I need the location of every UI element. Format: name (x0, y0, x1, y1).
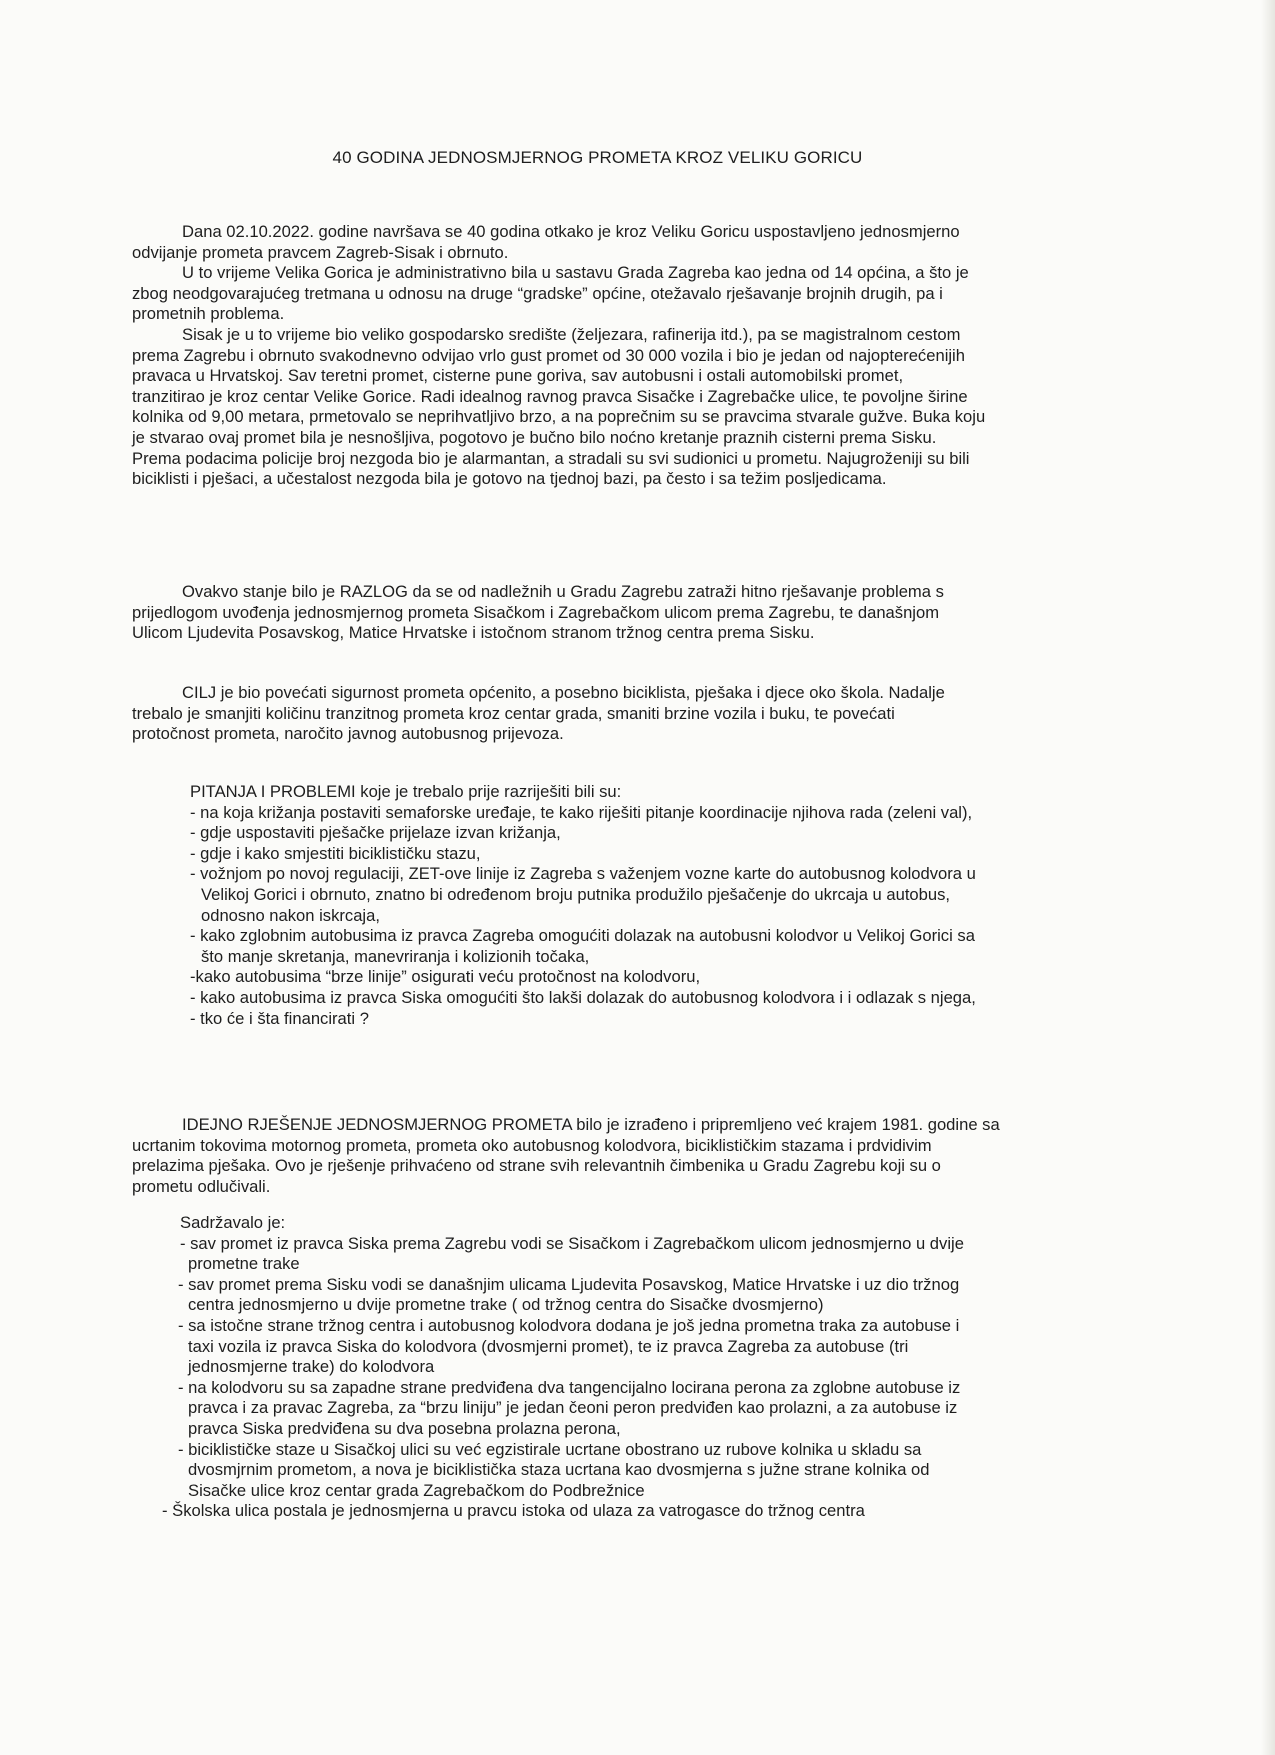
list-item: - sav promet prema Sisku vodi se današnjim ulicama Ljudevita Posavskog, Matice Hrvatske i uz dio tržnog (178, 1274, 960, 1294)
text-line: Sisak je u to vrijeme bio veliko gospodarsko središte (željezara, rafinerija itd.), pa se magistralnom cestom (182, 324, 961, 344)
text-line: Dana 02.10.2022. godine navršava se 40 godina otkako je kroz Veliku Goricu uspostavljeno jednosmjerno (182, 222, 960, 241)
paragraph-reason (132, 582, 944, 644)
list-item: - sa istočne strane tržnog centra i autobusnog kolodvora dodana je još jedna prometna traka za autobuse i (178, 1315, 960, 1335)
text-line: pravaca u Hrvatskoj. Sav teretni promet, cisterne pune goriva, sav autobusni i ostali automobilski promet, (132, 366, 904, 386)
text-line: zbog neodgovarajućeg tretmana u odnosu na druge “gradske” općine, otežavalo rješavanje brojnih drugih, pa i (132, 283, 943, 303)
list-item: - kako zglobnim autobusima iz pravca Zagreba omogućiti dolazak na autobusni kolodvor u Velikoj Gorici sa (190, 926, 975, 946)
list-item-continuation: centra jednosmjerno u dvije prometne trake ( od tržnog centra do Sisačke dvosmjerno) (188, 1295, 824, 1315)
text-line: Ulicom Ljudevita Posavskog, Matice Hrvatske i istočnom stranom tržnog centra prema Sisku. (132, 623, 815, 643)
list-item-continuation: pravca Siska predviđena su dva posebna prolazna perona, (188, 1418, 621, 1438)
text-line: odvijanje prometa pravcem Zagreb-Sisak i obrnuto. (132, 242, 509, 262)
list-item-continuation: pravca i za pravac Zagreba, za “brzu liniju” je jedan čeoni peron predviđen kao prolazni, a za autobuse iz (188, 1398, 958, 1418)
document-title: 40 GODINA JEDNOSMJERNOG PROMETA KROZ VELIKU GORICU (332, 148, 863, 167)
list-item: -kako autobusima “brze linije” osigurati veću protočnost na kolodvoru, (190, 967, 701, 987)
list-item-continuation: Sisačke ulice kroz centar grada Zagrebačkom do Podbrežnice (188, 1480, 645, 1500)
text-line: tranzitirao je kroz centar Velike Gorice. Radi idealnog ravnog pravca Sisačke i Zagrebačke ulice, te povoljne širine (132, 386, 968, 406)
solution-contents-list (162, 1213, 964, 1522)
text-line: prema Zagrebu i obrnuto svakodnevno odvijao vrlo gust promet od 30 000 vozila i bio je jedan od najopterećenijih (132, 345, 965, 365)
list-item: - tko će i šta financirati ? (190, 1008, 369, 1028)
text-line: prijedlogom uvođenja jednosmjernog prometa Sisačkom i Zagrebačkom ulicom prema Zagrebu, te današnjom (132, 602, 940, 622)
paragraph-questions (190, 782, 976, 1029)
text-line: PITANJA I PROBLEMI koje je trebalo prije razriješiti bili su: (190, 782, 622, 801)
list-item: - gdje uspostaviti pješačke prijelaze izvan križanja, (190, 823, 561, 843)
list-item: - kako autobusima iz pravca Siska omogućiti što lakši dolazak do autobusnog kolodvora i i odlazak s njega, (190, 987, 976, 1007)
list-item: - sav promet iz pravca Siska prema Zagrebu vodi se Sisačkom i Zagrebačkom ulicom jednosmjerno u dvije (180, 1233, 964, 1253)
list-item-continuation: prometne trake (188, 1254, 300, 1274)
text-line: je stvarao ovaj promet bila je nesnošljiva, pogotovo je bučno bilo noćno kretanje praznih cisterni prema Sisku. (132, 427, 937, 447)
list-item-continuation: jednosmjerne trake) do kolodvora (188, 1357, 435, 1377)
text-line: CILJ je bio povećati sigurnost prometa općenito, a posebno biciklista, pješaka i djece oko škola. Nadalje (182, 683, 945, 702)
text-line: kolnika od 9,00 metara, prmetovalo se neprihvatljivo brzo, a na poprečnim su se pravcima stvarale gužve. Buka koju (132, 407, 986, 427)
list-item: - Školska ulica postala je jednosmjerna u pravcu istoka od ulaza za vatrogasce do tržnog centra (162, 1501, 865, 1521)
list-item: - na kolodvoru su sa zapadne strane predviđena dva tangencijalno locirana perona za zglobne autobuse iz (178, 1377, 961, 1397)
text-line: Sadržavalo je: (180, 1213, 286, 1232)
list-item: - na koja križanja postaviti semaforske uređaje, te kako riješiti pitanje koordinacije njihova rada (zeleni val), (190, 802, 973, 822)
paragraph-intro (132, 222, 985, 490)
text-line: prelazima pješaka. Ovo je rješenje prihvaćeno od strane svih relevantnih čimbenika u Gradu Zagrebu koji su o (132, 1156, 941, 1176)
paragraph-solution (132, 1115, 1000, 1197)
text-line: IDEJNO RJEŠENJE JEDNOSMJERNOG PROMETA bilo je izrađeno i pripremljeno već krajem 1981. godine sa (182, 1115, 1000, 1134)
text-line: protočnost prometa, naročito javnog autobusnog prijevoza. (132, 724, 564, 744)
text-line: U to vrijeme Velika Gorica je administrativno bila u sastavu Grada Zagreba kao jedna od 14 općina, a što je (182, 263, 969, 283)
text-line: prometnih problema. (132, 304, 285, 324)
list-item-continuation: odnosno nakon iskrcaja, (201, 905, 380, 925)
page-edge-shadow (1261, 0, 1275, 1755)
list-item: - vožnjom po novoj regulaciji, ZET-ove linije iz Zagreba s važenjem vozne karte do autobusnog kolodvora u (190, 864, 976, 884)
list-item-continuation: Velikoj Gorici i obrnuto, znatno bi određenom broju putnika produžilo pješačenje do ukrcaja u autobus, (201, 884, 951, 904)
text-line: biciklisti i pješaci, a učestalost nezgoda bila je gotovo na tjednoj bazi, pa često i sa težim posljedicama. (132, 469, 887, 489)
text-line: prometu odlučivali. (132, 1176, 271, 1196)
paragraph-goal (132, 683, 945, 745)
list-item-continuation: dvosmjrnim prometom, a nova je biciklistička staza ucrtana kao dvosmjerna s južne strane kolnika od (188, 1460, 930, 1480)
list-item: - gdje i kako smjestiti biciklističku stazu, (190, 843, 481, 863)
text-line: Prema podacima policije broj nezgoda bio je alarmantan, a stradali su svi sudionici u prometu. Najugroženiji su bili (132, 448, 970, 468)
text-line: trebalo je smanjiti količinu tranzitnog prometa kroz centar grada, smaniti brzine vozila i buku, te povećati (132, 703, 895, 723)
text-line: ucrtanim tokovima motornog prometa, prometa oko autobusnog kolodvora, biciklističkim stazama i prdvidivim (132, 1135, 932, 1155)
list-item: - biciklističke staze u Sisačkoj ulici su već egzistirale ucrtane obostrano uz rubove kolnika u skladu sa (178, 1439, 922, 1459)
text-line: Ovakvo stanje bilo je RAZLOG da se od nadležnih u Gradu Zagrebu zatraži hitno rješavanje problema s (182, 582, 944, 601)
list-item-continuation: taxi vozila iz pravca Siska do kolodvora (dvosmjerni promet), te iz pravca Zagreba za autobuse (tri (188, 1336, 909, 1356)
list-item-continuation: što manje skretanja, manevriranja i kolizionih točaka, (201, 946, 590, 966)
